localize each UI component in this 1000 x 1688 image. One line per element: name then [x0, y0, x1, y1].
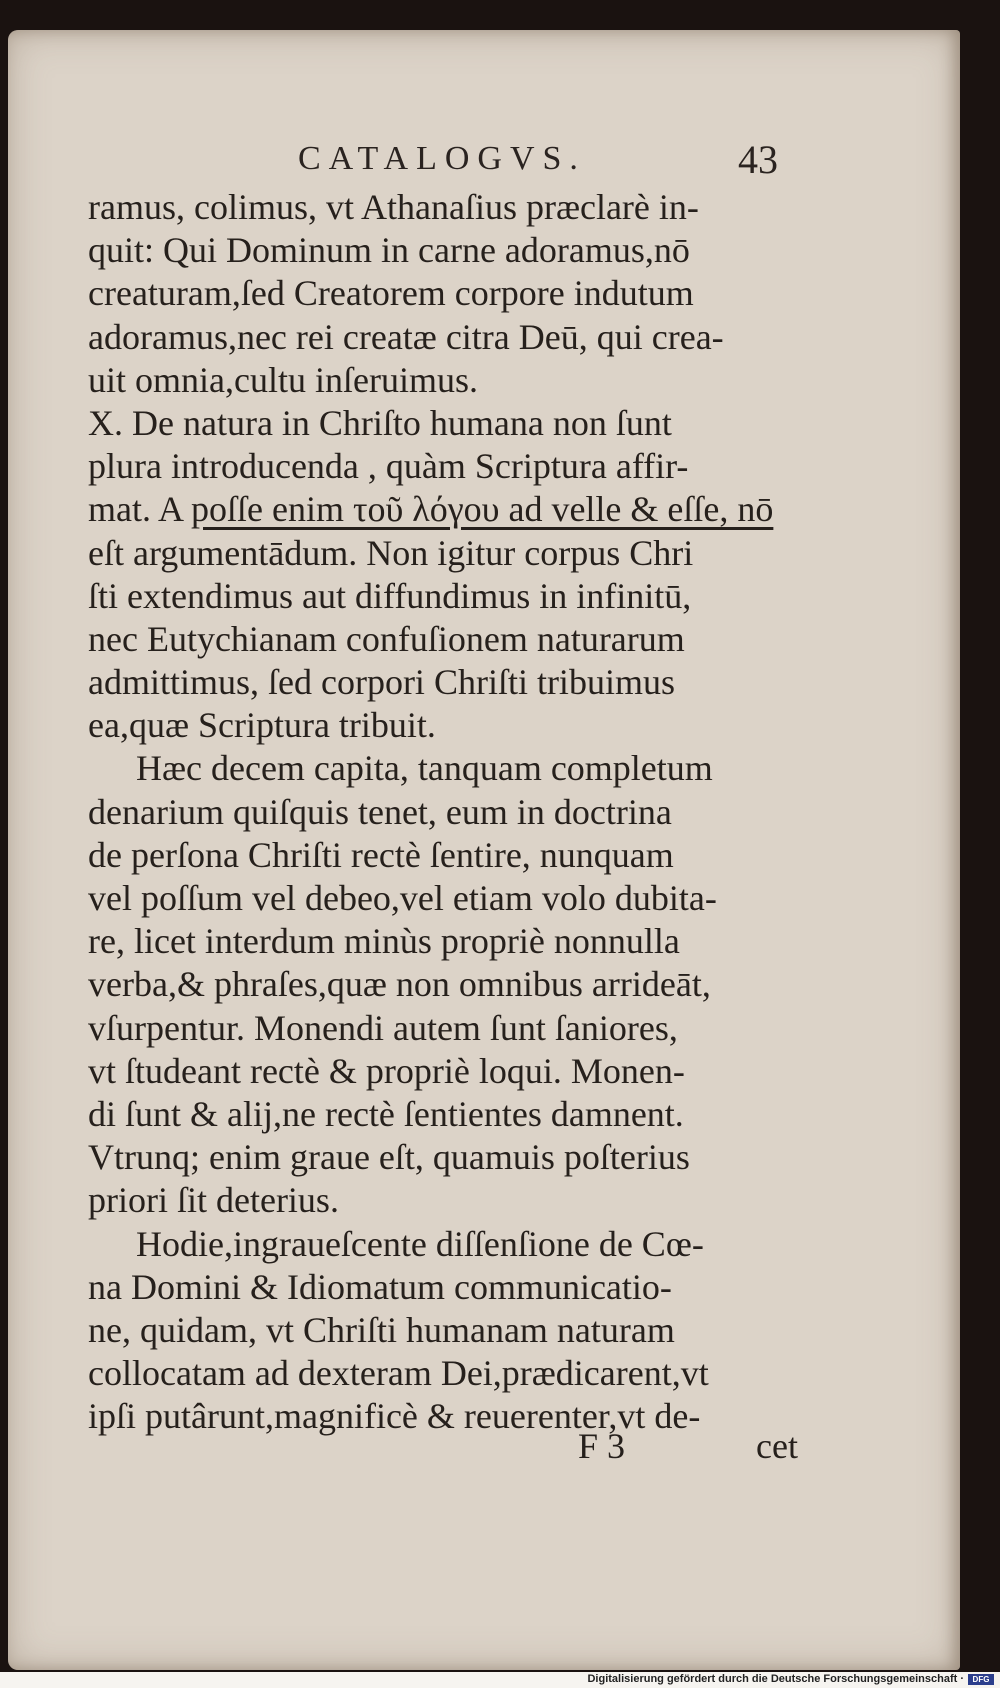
text-line: Hodie,ingraueſcente diſſenſione de Cœ- [136, 1223, 704, 1264]
text-line: collocatam ad dexteram Dei,prædicarent,vt [88, 1353, 709, 1394]
book-page [8, 30, 960, 1670]
text-line [88, 488, 798, 531]
footer-credit: Digitalisierung gefördert durch die Deutsche Forschungsgemeinschaft · [587, 1673, 964, 1685]
text-line: re, licet interdum minùs propriè nonnulla [88, 921, 680, 962]
text-line: ea,quæ Scriptura tribuit. [88, 705, 436, 746]
text-line: quit: Qui Dominum in carne adoramus,nō [88, 230, 690, 271]
running-title: CATALOGVS. [298, 140, 586, 177]
page-number: 43 [738, 137, 778, 182]
body-text [88, 186, 798, 1438]
text-line: ipſi putârunt,magnificè & reuerenter,vt de- [88, 1396, 701, 1437]
text-line: X. De natura in Chriſto humana non ſunt [88, 402, 672, 443]
page-header [298, 137, 778, 182]
text-line: plura introducenda , quàm Scriptura affir- [88, 446, 689, 487]
text-line: admittimus, ſed corpori Chriſti tribuimus [88, 662, 675, 703]
dfg-logo: DFG [968, 1674, 994, 1685]
text-fragment: mat. A [88, 489, 192, 530]
text-line: ramus, colimus, vt Athanaſius præclarè in- [88, 187, 699, 227]
text-line: nec Eutychianam confuſionem naturarum [88, 618, 685, 659]
text-line: ſti extendimus aut diffundimus in infinitū, [88, 575, 692, 616]
text-line: vſurpentur. Monendi autem ſunt ſaniores, [88, 1007, 678, 1048]
text-line: vel poſſum vel debeo,vel etiam volo dubita- [88, 878, 717, 918]
text-line: uit omnia,cultu inſeruimus. [88, 359, 478, 400]
catchword: cet [756, 1426, 798, 1466]
text-line: Hæc decem capita, tanquam completum [136, 748, 713, 789]
text-line: adoramus,nec rei creatæ citra Deū, qui crea- [88, 316, 724, 357]
digitization-footer [0, 1672, 1000, 1688]
text-line: di ſunt & alij,ne rectè ſentientes damnent. [88, 1093, 684, 1134]
signature-line [578, 1425, 798, 1469]
text-line: denarium quiſquis tenet, eum in doctrina [88, 791, 672, 832]
text-line: de perſona Chriſti rectè ſentire, nunquam [88, 834, 674, 875]
text-line: creaturam,ſed Creatorem corpore indutum [88, 273, 694, 314]
text-line: Vtrunq; enim graue eſt, quamuis poſterius [88, 1137, 690, 1178]
text-line: verba,& phraſes,quæ non omnibus arrideāt, [88, 964, 711, 1005]
text-line: priori ſit deterius. [88, 1180, 339, 1221]
text-line: na Domini & Idiomatum communicatio- [88, 1266, 672, 1307]
signature-mark: F 3 [578, 1426, 626, 1466]
text-line: eſt argumentādum. Non igitur corpus Chri [88, 532, 694, 573]
text-line: ne, quidam, vt Chriſti humanam naturam [88, 1309, 675, 1350]
text-line: vt ſtudeant rectè & propriè loqui. Monen- [88, 1050, 685, 1091]
underlined-phrase: poſſe enim τοῦ λόγου ad velle & eſſe, nō [191, 489, 774, 530]
